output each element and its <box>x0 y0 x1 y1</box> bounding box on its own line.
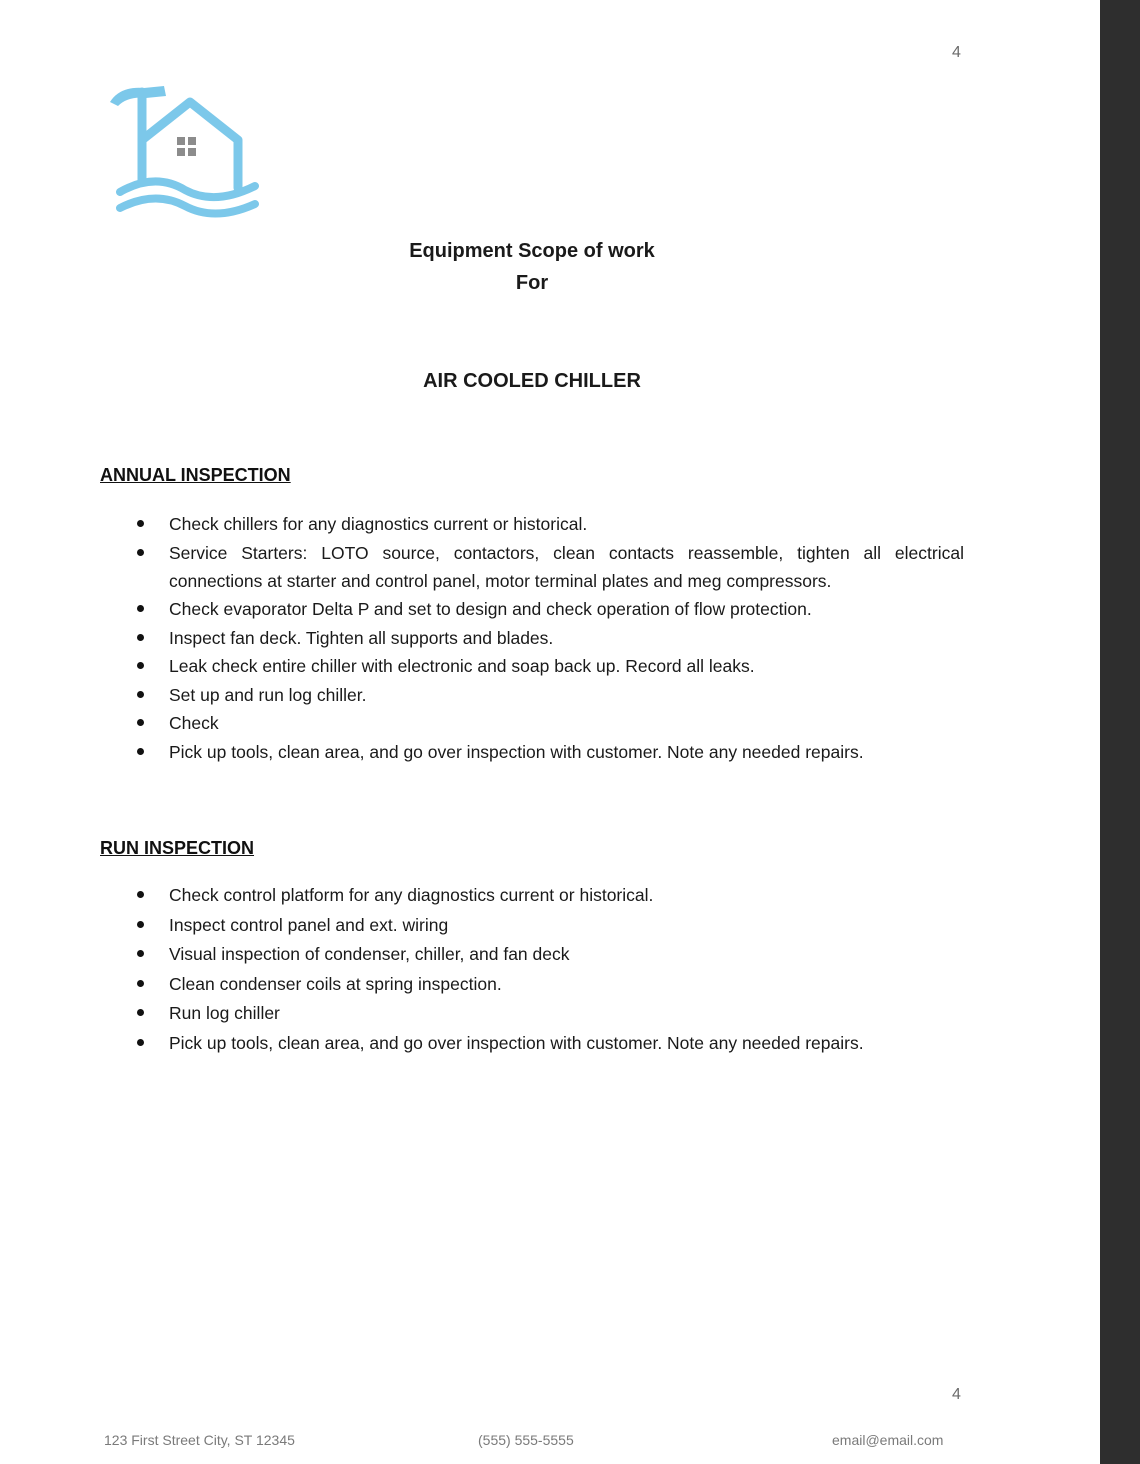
list-item: Pick up tools, clean area, and go over inspection with customer. Note any needed repairs. <box>134 738 964 766</box>
bullet-icon <box>137 549 144 556</box>
house-hammer-logo-icon <box>100 80 265 225</box>
list-item: Clean condenser coils at spring inspection. <box>134 970 964 998</box>
list-item: Pick up tools, clean area, and go over inspection with customer. Note any needed repairs. <box>134 1029 964 1057</box>
annual-inspection-heading: ANNUAL INSPECTION <box>100 465 291 485</box>
list-item: Leak check entire chiller with electronic and soap back up. Record all leaks. <box>134 652 964 680</box>
bullet-icon <box>137 950 144 957</box>
equipment-title: AIR COOLED CHILLER <box>423 370 641 392</box>
bullet-icon <box>137 719 144 726</box>
list-item: Check control platform for any diagnostics current or historical. <box>134 881 964 909</box>
page-number-top: 4 <box>952 44 961 61</box>
title-line-1: Equipment Scope of work <box>409 240 655 262</box>
list-item: Service Starters: LOTO source, contactors, clean contacts reassemble, tighten all electrical connections at starter and control panel, motor terminal plates and meg compressors. <box>134 539 964 595</box>
bullet-icon <box>137 662 144 669</box>
footer-email: email@email.com <box>832 1432 944 1448</box>
list-item: Run log chiller <box>134 999 964 1027</box>
list-item: Check evaporator Delta P and set to design and check operation of flow protection. <box>134 595 964 623</box>
bullet-icon <box>137 605 144 612</box>
bullet-icon <box>137 1009 144 1016</box>
run-inspection-heading: RUN INSPECTION <box>100 838 255 858</box>
title-line-2: For <box>515 272 549 294</box>
bullet-icon <box>137 748 144 755</box>
bullet-icon <box>137 891 144 898</box>
list-item: Inspect control panel and ext. wiring <box>134 911 964 939</box>
bullet-icon <box>137 980 144 987</box>
run-inspection-list <box>134 881 964 1058</box>
list-item: Check chillers for any diagnostics current or historical. <box>134 510 964 538</box>
list-item: Inspect fan deck. Tighten all supports and blades. <box>134 624 964 652</box>
list-item: Visual inspection of condenser, chiller, and fan deck <box>134 940 964 968</box>
bullet-icon <box>137 921 144 928</box>
bullet-icon <box>137 1039 144 1046</box>
list-item: Check <box>134 709 964 737</box>
annual-inspection-list <box>134 510 964 766</box>
footer-address: 123 First Street City, ST 12345 <box>104 1432 295 1448</box>
viewer-scroll-gutter <box>1100 0 1140 1464</box>
footer-phone: (555) 555-5555 <box>478 1432 574 1448</box>
bullet-icon <box>137 691 144 698</box>
bullet-icon <box>137 634 144 641</box>
bullet-icon <box>137 520 144 527</box>
list-item: Set up and run log chiller. <box>134 681 964 709</box>
page-number-bottom: 4 <box>952 1386 961 1403</box>
